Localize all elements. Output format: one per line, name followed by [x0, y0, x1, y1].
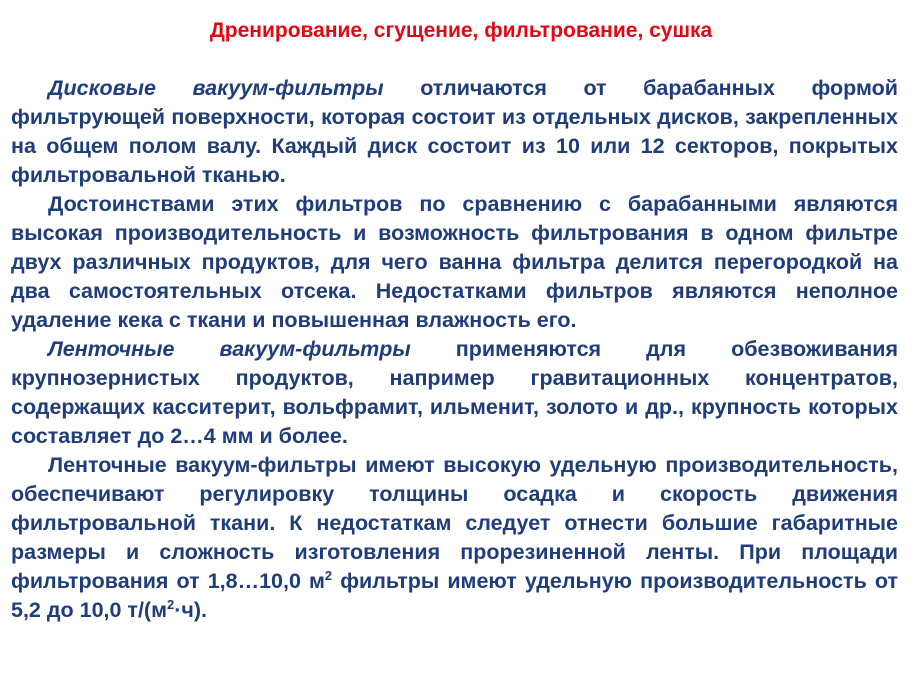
paragraph-advantages: [11, 190, 898, 335]
slide-title: Дренирование, сгущение, фильтрование, сушка: [209, 19, 713, 42]
paragraph-belt-performance: [11, 451, 898, 625]
paragraph-belt-filters: [11, 335, 898, 451]
paragraph-belt-performance-text-c: ·ч).: [174, 598, 208, 622]
paragraph-belt-performance-text-b: фильтры имеют удельную производительность от 5,2 до 10,0 т/(м: [11, 569, 898, 622]
term-belt-vacuum-filters: Ленточные вакуум-фильтры: [48, 337, 411, 361]
paragraph-advantages-text: Достоинствами этих фильтров по сравнению с барабанными являются высокая производительность и возможность фильтрования в одном фильтре двух различных продуктов, для чего ванна фильтра делится перегородкой на два самостоятельных отсека. Недостатками фильтров являются неполное удаление кека с ткани и повышенная влажность его.: [11, 192, 898, 332]
slide-body: [11, 74, 898, 625]
paragraph-belt-performance-text-a: Ленточные вакуум-фильтры имеют высокую удельную производительность, обеспечивают регулировку толщины осадка и скорость движения фильтровальной ткани. К недостаткам следует отнести большие габаритные размеры и сложность изготовления прорезиненной ленты. При площади фильтрования от 1,8…10,0 м: [11, 453, 898, 593]
paragraph-belt-filters-text: применяются для обезвоживания крупнозернистых продуктов, например гравитационных концентратов, содержащих касситерит, вольфрамит, ильменит, золото и др., крупность которых составляет до 2…4 мм и более.: [11, 337, 899, 448]
superscript-square-1: 2: [324, 567, 333, 583]
term-disc-vacuum-filters: Дисковые вакуум-фильтры: [48, 76, 384, 100]
superscript-square-2: 2: [167, 596, 175, 612]
paragraph-disc-filters-text: отличаются от барабанных формой фильтрующей поверхности, которая состоит из отдельных дисков, закрепленных на общем полом валу. Каждый диск состоит из 10 или 12 секторов, покрытых фильтровальной тканью.: [11, 76, 898, 187]
paragraph-disc-filters: [11, 74, 898, 190]
